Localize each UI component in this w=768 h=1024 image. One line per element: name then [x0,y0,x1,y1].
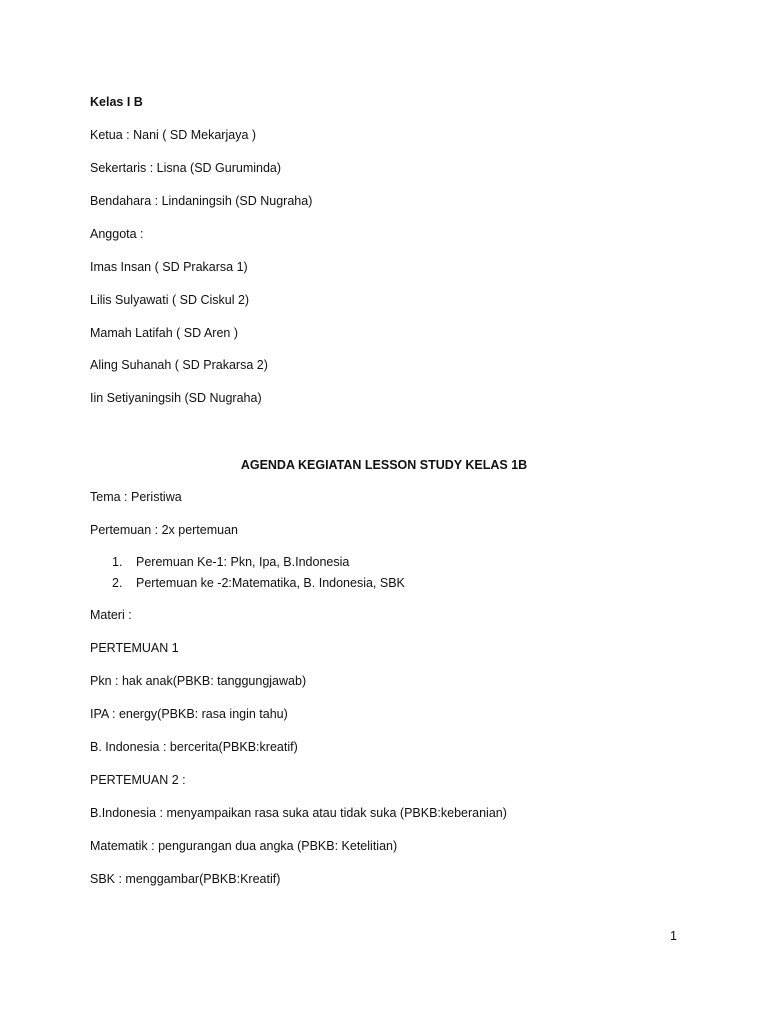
list-number: 1. [112,555,123,569]
materi-item: B.Indonesia : menyampaikan rasa suka atau tidak suka (PBKB:keberanian) [90,806,507,820]
list-number: 2. [112,576,123,590]
anggota-item: Mamah Latifah ( SD Aren ) [90,326,238,340]
anggota-item: Imas Insan ( SD Prakarsa 1) [90,260,248,274]
bendahara-line: Bendahara : Lindaningsih (SD Nugraha) [90,194,313,208]
pertemuan2-heading: PERTEMUAN 2 : [90,773,186,787]
sekertaris-line: Sekertaris : Lisna (SD Guruminda) [90,161,282,175]
tema-line: Tema : Peristiwa [90,490,182,504]
list-text: Pertemuan ke -2:Matematika, B. Indonesia, SBK [136,576,405,590]
materi-label: Materi : [90,608,132,622]
ketua-line: Ketua : Nani ( SD Mekarjaya ) [90,128,257,142]
materi-item: Matematik : pengurangan dua angka (PBKB: Ketelitian) [90,839,398,853]
class-title: Kelas I B [90,95,143,109]
pertemuan-line: Pertemuan : 2x pertemuan [90,523,238,537]
agenda-title: AGENDA KEGIATAN LESSON STUDY KELAS 1B [240,458,528,472]
list-text: Peremuan Ke-1: Pkn, Ipa, B.Indonesia [136,555,350,569]
pertemuan1-heading: PERTEMUAN 1 [90,641,179,655]
page-number: 1 [670,929,677,943]
anggota-label: Anggota : [90,227,144,241]
materi-item: Pkn : hak anak(PBKB: tanggungjawab) [90,674,307,688]
materi-item: IPA : energy(PBKB: rasa ingin tahu) [90,707,288,721]
anggota-item: Iin Setiyaningsih (SD Nugraha) [90,391,262,405]
list-item [112,575,405,591]
materi-item: SBK : menggambar(PBKB:Kreatif) [90,872,281,886]
materi-item: B. Indonesia : bercerita(PBKB:kreatif) [90,740,298,754]
anggota-item: Aling Suhanah ( SD Prakarsa 2) [90,358,268,372]
list-item [112,554,349,570]
anggota-item: Lilis Sulyawati ( SD Ciskul 2) [90,293,250,307]
